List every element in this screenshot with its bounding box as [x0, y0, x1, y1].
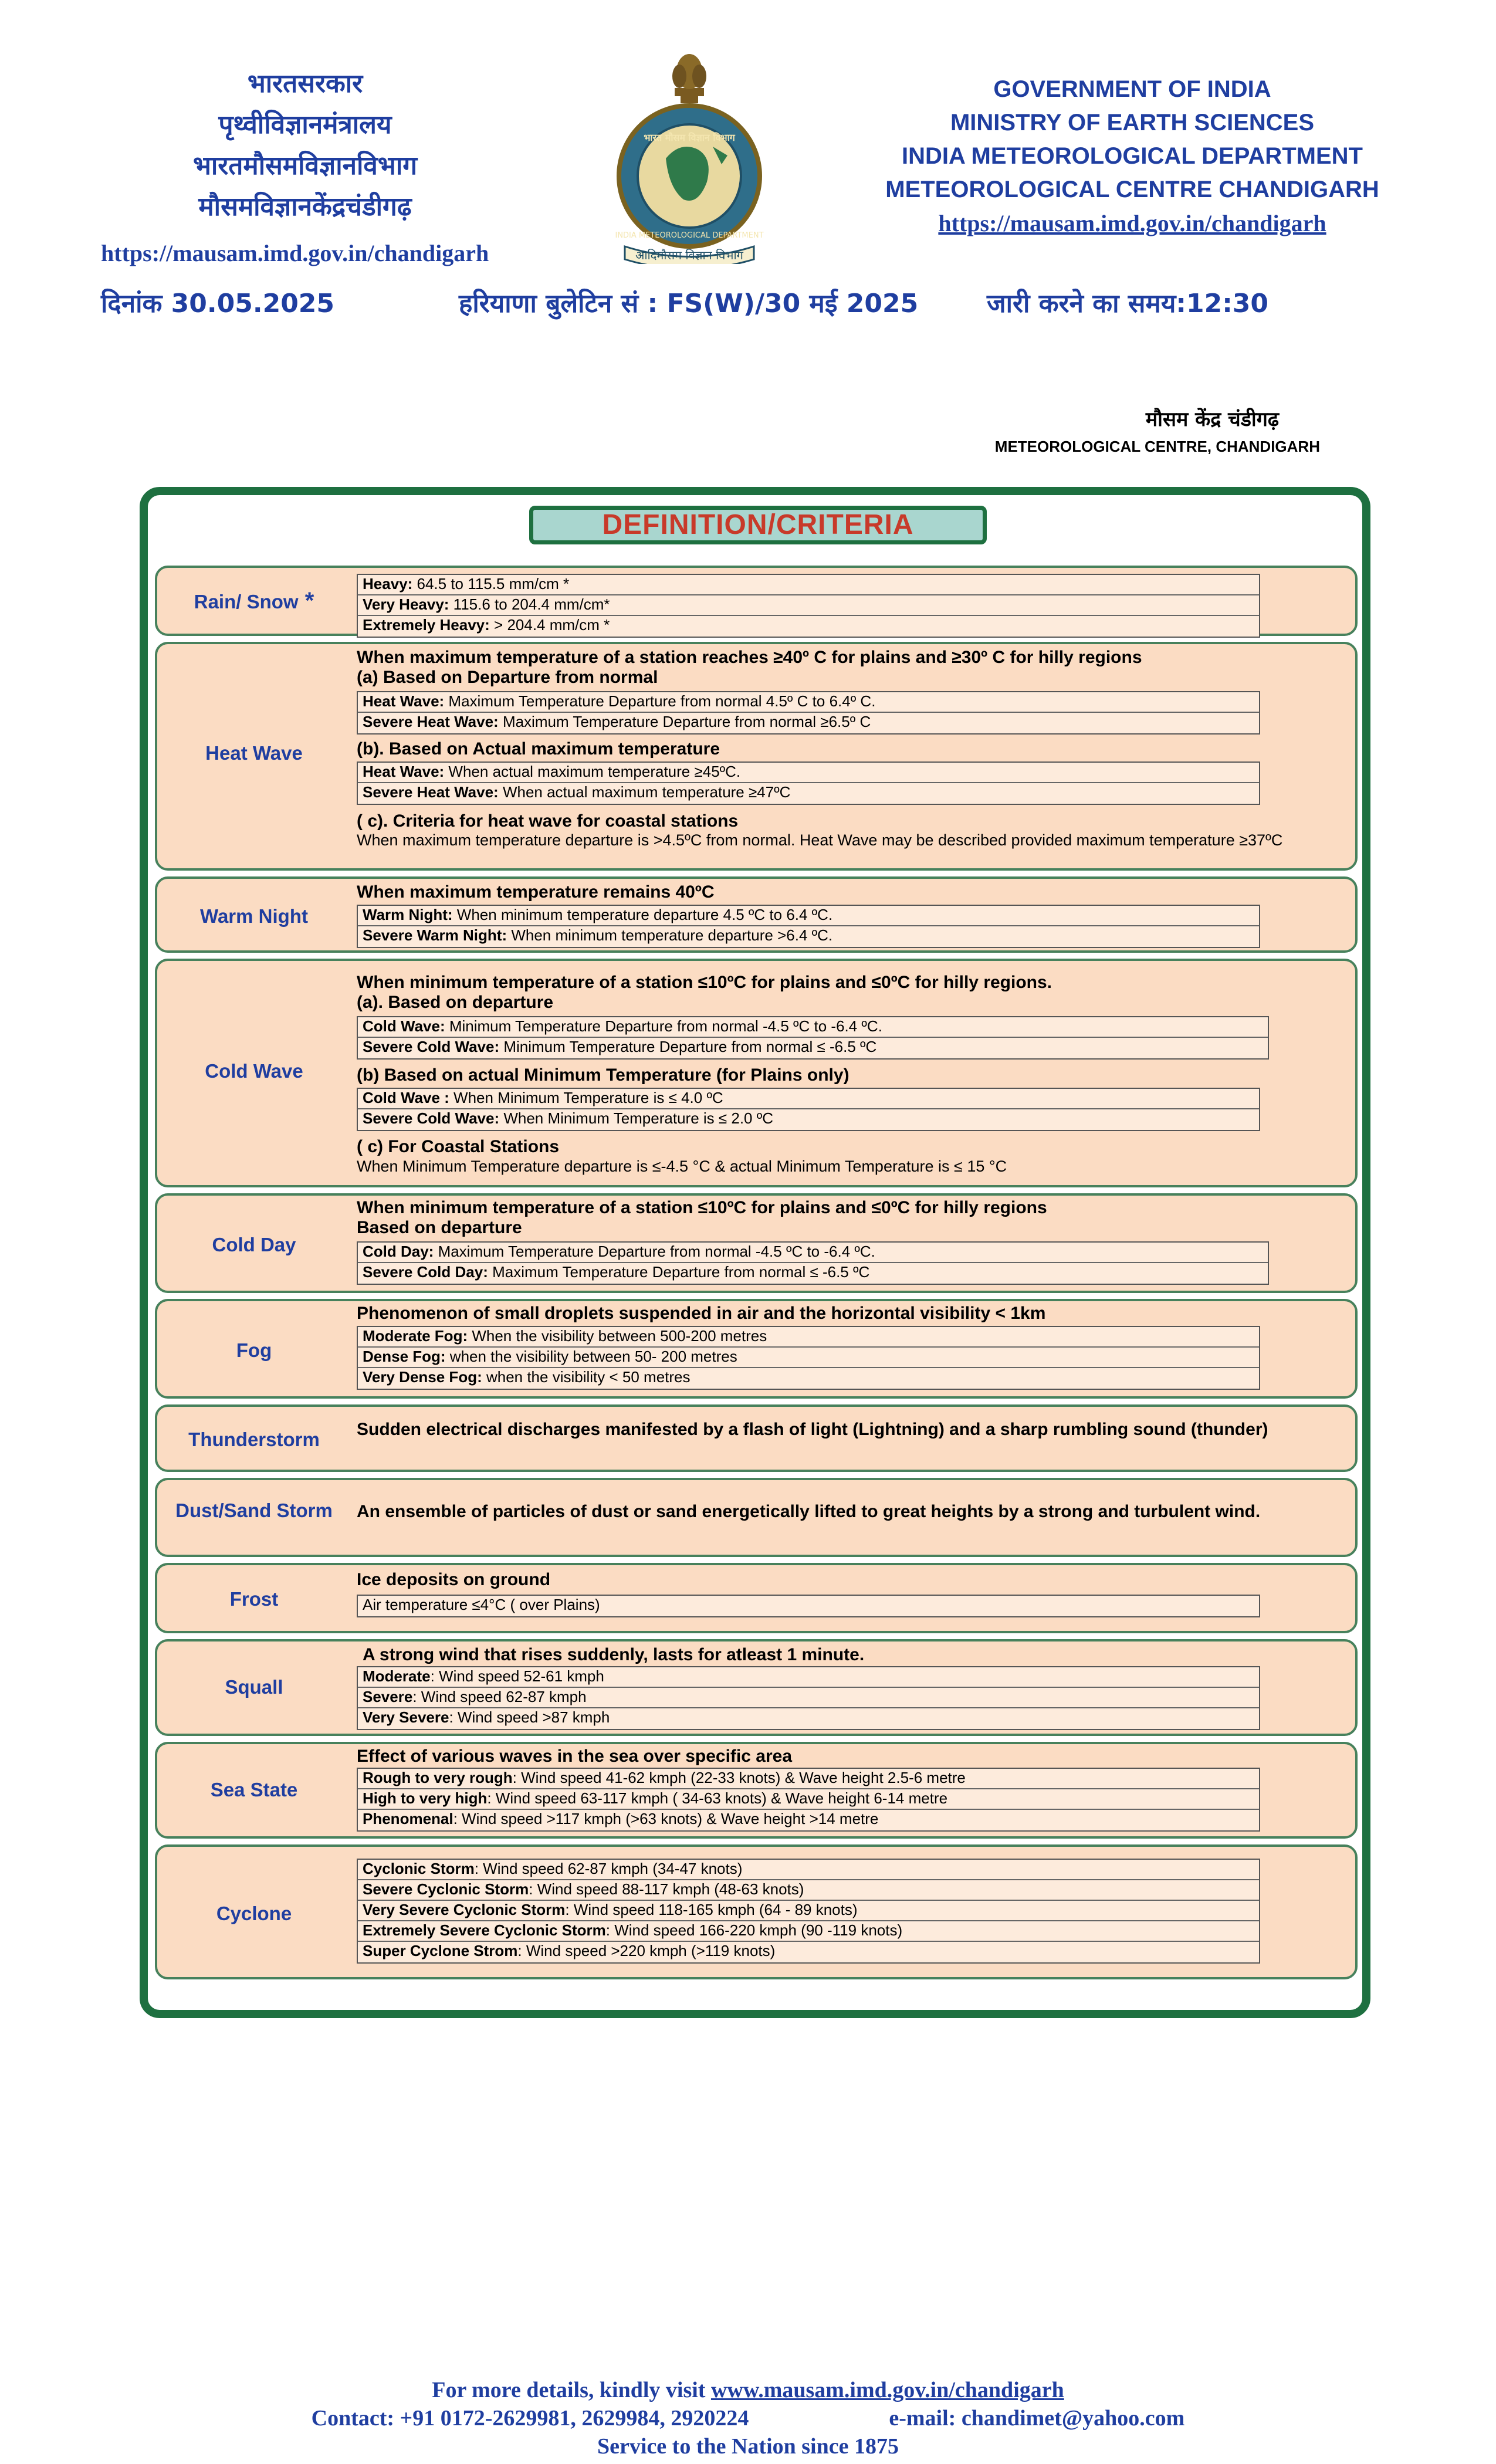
footer-contact-line — [0, 2405, 1496, 2431]
hindi-line-ministry: पृथ्वीविज्ञानमंत्रालय — [218, 110, 392, 140]
rain-snow-row — [155, 566, 1358, 636]
cold-wave-b-line: Cold Wave : When Minimum Temperature is ≤ 4.0 ºC — [358, 1089, 1259, 1109]
thunderstorm-text: Sudden electrical discharges manifested by a flash of light (Lightning) and a sharp rumbling sound (thunder) — [357, 1420, 1268, 1439]
lion-capital-icon — [672, 54, 706, 103]
footer-tagline: Service to the Nation since 1875 — [597, 2434, 899, 2459]
warm-night-line: Warm Night: When minimum temperature departure 4.5 ºC to 6.4 ºC. — [358, 906, 1259, 926]
frost-row — [155, 1563, 1358, 1633]
cold-wave-b-heading: (b) Based on actual Minimum Temperature (for Plains only) — [357, 1065, 849, 1085]
cold-day-box — [357, 1241, 1269, 1285]
cold-wave-row — [155, 959, 1358, 1187]
rain-extremely-heavy-line: Extremely Heavy: > 204.4 mm/cm * — [363, 616, 610, 634]
heat-wave-a-heading: (a) Based on Departure from normal — [357, 668, 658, 687]
thunderstorm-row — [155, 1404, 1358, 1472]
rain-snow-label: Rain/ Snow * — [194, 588, 314, 614]
cold-wave-a-line: Cold Wave: Minimum Temperature Departure from normal -4.5 ºC to -6.4 ºC. — [358, 1017, 1268, 1038]
squall-very-severe-line: Very Severe: Wind speed >87 kmph — [363, 1708, 610, 1726]
footer-email-prefix: e-mail: — [889, 2406, 962, 2431]
severe-heat-wave-b-line: Severe Heat Wave: When actual maximum temperature ≥47ºC — [363, 783, 791, 801]
heat-wave-a-line: Heat Wave: Maximum Temperature Departure from normal 4.5º C to 6.4º C. — [358, 692, 1259, 713]
bulletin-date: दिनांक 30.05.2025 — [101, 289, 335, 319]
svg-text:INDIA METEOROLOGICAL DEPARTMEN: INDIA METEOROLOGICAL DEPARTMENT — [615, 231, 764, 240]
sea-state-box — [357, 1768, 1260, 1832]
hindi-header — [100, 63, 510, 228]
heat-wave-a-box — [357, 691, 1260, 735]
sea-high-line: High to very high: Wind speed 63-117 kmph ( 34-63 knots) & Wave height 6-14 metre — [358, 1789, 1259, 1810]
heat-wave-c-heading: ( c). Criteria for heat wave for coastal stations — [357, 811, 739, 831]
dust-storm-label: Dust/Sand Storm — [175, 1500, 333, 1521]
cold-wave-label: Cold Wave — [205, 1060, 303, 1082]
heat-wave-intro: When maximum temperature of a station reaches ≥40º C for plains and ≥30º C for hilly regions — [357, 648, 1142, 667]
dense-fog-line: Dense Fog: when the visibility between 50- 200 metres — [358, 1348, 1259, 1368]
panel-title: DEFINITION/CRITERIA — [529, 506, 987, 544]
fog-box — [357, 1326, 1260, 1390]
imd-emblem-logo — [610, 47, 769, 264]
sea-state-row — [155, 1742, 1358, 1839]
super-cyclone-line: Super Cyclone Strom: Wind speed >220 kmph (>119 knots) — [363, 1942, 776, 1959]
svg-text:भारत मौसम विज्ञान विभाग: भारत मौसम विज्ञान विभाग — [644, 132, 735, 143]
footer-visit-line — [0, 2377, 1496, 2403]
warm-night-box — [357, 905, 1260, 948]
warm-night-label: Warm Night — [200, 905, 308, 927]
cyclone-box — [357, 1859, 1260, 1964]
hindi-line-centre: मौसमविज्ञानकेंद्रचंडीगढ़ — [198, 192, 412, 222]
centre-name-hindi: मौसम केंद्र चंडीगढ़ — [1145, 408, 1279, 431]
centre-name-english: METEOROLOGICAL CENTRE, CHANDIGARH — [994, 438, 1320, 455]
english-line-ministry: MINISTRY OF EARTH SCIENCES — [950, 110, 1315, 136]
squall-intro: A strong wind that rises suddenly, lasts for atleast 1 minute. — [363, 1645, 865, 1664]
severe-cold-wave-a-line: Severe Cold Wave: Minimum Temperature Departure from normal ≤ -6.5 ºC — [363, 1038, 877, 1055]
heat-wave-c-text: When maximum temperature departure is >4.5ºC from normal. Heat Wave may be described provided maximum temperature ≥37ºC — [357, 831, 1283, 849]
fog-intro: Phenomenon of small droplets suspended in air and the horizontal visibility < 1km — [357, 1304, 1046, 1323]
cold-wave-c-heading: ( c) For Coastal Stations — [357, 1137, 560, 1156]
definition-criteria-panel — [140, 487, 1370, 2018]
sea-state-intro: Effect of various waves in the sea over specific area — [357, 1747, 793, 1766]
sea-phenomenal-line: Phenomenal: Wind speed >117 kmph (>63 knots) & Wave height >14 metre — [363, 1810, 879, 1827]
heat-wave-label: Heat Wave — [205, 742, 303, 764]
severe-heat-wave-a-line: Severe Heat Wave: Maximum Temperature Departure from normal ≥6.5º C — [363, 713, 871, 730]
squall-row — [155, 1639, 1358, 1736]
severe-warm-night-line: Severe Warm Night: When minimum temperature departure >6.4 ºC. — [363, 926, 833, 944]
bulletin-info-row — [101, 285, 1450, 326]
cold-wave-c-text: When Minimum Temperature departure is ≤-4.5 °C & actual Minimum Temperature is ≤ 15 °C — [357, 1157, 1007, 1175]
cyclonic-storm-line: Cyclonic Storm: Wind speed 62-87 kmph (34-47 knots) — [358, 1860, 1259, 1880]
english-line-imd: INDIA METEOROLOGICAL DEPARTMENT — [902, 143, 1363, 169]
cold-day-label: Cold Day — [212, 1234, 296, 1255]
thunderstorm-label: Thunderstorm — [188, 1429, 320, 1450]
sea-rough-line: Rough to very rough: Wind speed 41-62 kmph (22-33 knots) & Wave height 2.5-6 metre — [358, 1769, 1259, 1789]
frost-line: Air temperature ≤4°C ( over Plains) — [363, 1596, 600, 1613]
hindi-header-url[interactable]: https://mausam.imd.gov.in/chandigarh — [101, 240, 489, 266]
heat-wave-b-box — [357, 761, 1260, 805]
cold-wave-a-heading: (a). Based on departure — [357, 993, 554, 1012]
footer-contact-phone: Contact: +91 0172-2629981, 2629984, 2920224 — [311, 2406, 749, 2431]
footer-visit-link[interactable]: www.mausam.imd.gov.in/chandigarh — [710, 2378, 1064, 2402]
bulletin-issue-time: जारी करने का समय:12:30 — [987, 289, 1269, 319]
footer-email[interactable]: chandimet@yahoo.com — [961, 2406, 1185, 2431]
cold-day-intro: When minimum temperature of a station ≤10ºC for plains and ≤0ºC for hilly regions — [357, 1198, 1047, 1217]
hindi-line-imd: भारतमौसमविज्ञानविभाग — [192, 151, 417, 181]
frost-label: Frost — [229, 1588, 279, 1610]
rain-very-heavy-line: Very Heavy: 115.6 to 204.4 mm/cm* — [358, 595, 1259, 616]
squall-box — [357, 1666, 1260, 1730]
rain-heavy-line: Heavy: 64.5 to 115.5 mm/cm * — [358, 575, 1259, 595]
squall-moderate-line: Moderate: Wind speed 52-61 kmph — [358, 1667, 1259, 1688]
dust-storm-text: An ensemble of particles of dust or sand energetically lifted to great heights by a strong and turbulent wind. — [357, 1502, 1261, 1521]
frost-intro: Ice deposits on ground — [357, 1570, 551, 1589]
cold-day-line: Cold Day: Maximum Temperature Departure from normal -4.5 ºC to -6.4 ºC. — [358, 1243, 1268, 1263]
warm-night-intro: When maximum temperature remains 40ºC — [357, 882, 715, 902]
fog-label: Fog — [236, 1339, 272, 1361]
svg-text:आदिमौसम विज्ञान विभाग: आदिमौसम विज्ञान विभाग — [635, 248, 743, 262]
severe-cyclonic-storm-line: Severe Cyclonic Storm: Wind speed 88-117 kmph (48-63 knots) — [358, 1880, 1259, 1901]
cold-wave-b-box — [357, 1088, 1260, 1131]
cyclone-label: Cyclone — [216, 1903, 292, 1924]
cold-day-subheading: Based on departure — [357, 1218, 522, 1237]
heat-wave-b-heading: (b). Based on Actual maximum temperature — [357, 739, 720, 759]
very-severe-cyclonic-storm-line: Very Severe Cyclonic Storm: Wind speed 118-165 kmph (64 - 89 knots) — [358, 1901, 1259, 1921]
squall-severe-line: Severe: Wind speed 62-87 kmph — [358, 1688, 1259, 1708]
frost-box — [357, 1595, 1260, 1617]
warm-night-row — [155, 876, 1358, 953]
sea-state-label: Sea State — [210, 1779, 298, 1800]
bulletin-number: हरियाणा बुलेटिन सं : FS(W)/30 मई 2025 — [459, 289, 919, 319]
severe-cold-day-line: Severe Cold Day: Maximum Temperature Departure from normal ≤ -6.5 ºC — [363, 1263, 870, 1281]
squall-label: Squall — [225, 1676, 283, 1698]
rain-snow-box — [357, 574, 1260, 638]
english-line-centre: METEOROLOGICAL CENTRE CHANDIGARH — [885, 177, 1379, 202]
moderate-fog-line: Moderate Fog: When the visibility between 500-200 metres — [358, 1327, 1259, 1348]
fog-row — [155, 1299, 1358, 1399]
english-line-govt: GOVERNMENT OF INDIA — [993, 76, 1271, 102]
extremely-severe-cyclonic-storm-line: Extremely Severe Cyclonic Storm: Wind speed 166-220 kmph (90 -119 knots) — [358, 1921, 1259, 1942]
cold-wave-intro: When minimum temperature of a station ≤10ºC for plains and ≤0ºC for hilly regions. — [357, 973, 1052, 992]
english-header-url[interactable]: https://mausam.imd.gov.in/chandigarh — [938, 210, 1326, 236]
footer-visit-prefix: For more details, kindly visit — [432, 2378, 711, 2402]
heat-wave-b-line: Heat Wave: When actual maximum temperature ≥45ºC. — [358, 763, 1259, 783]
english-header — [862, 73, 1402, 240]
cold-wave-a-box — [357, 1016, 1269, 1060]
hindi-line-govt: भारतसरकार — [247, 69, 363, 99]
severe-cold-wave-b-line: Severe Cold Wave: When Minimum Temperature is ≤ 2.0 ºC — [363, 1109, 774, 1127]
very-dense-fog-line: Very Dense Fog: when the visibility < 50 metres — [363, 1368, 691, 1386]
cold-day-row — [155, 1193, 1358, 1293]
cyclone-row — [155, 1844, 1358, 1979]
dust-storm-row — [155, 1478, 1358, 1557]
heat-wave-row — [155, 642, 1358, 871]
